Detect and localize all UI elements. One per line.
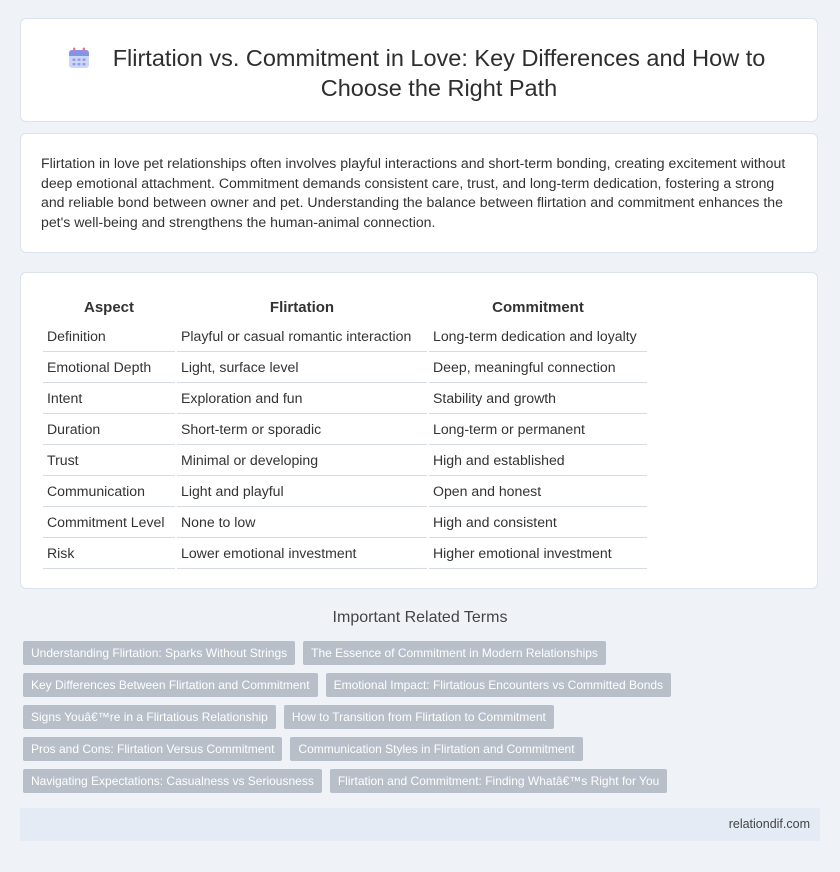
header-commitment: Commitment — [492, 299, 584, 316]
related-terms-row — [23, 769, 813, 793]
related-terms-list — [23, 641, 813, 801]
table-row — [43, 538, 647, 569]
aspect-cell: Risk — [43, 538, 175, 569]
aspect-cell: Intent — [43, 383, 175, 414]
commitment-cell: High and established — [429, 445, 647, 476]
page-title: Flirtation vs. Commitment in Love: Key Differences and How to Choose the Right Path — [112, 45, 766, 101]
table-row — [43, 321, 647, 352]
related-term-link[interactable]: The Essence of Commitment in Modern Relationships — [303, 641, 606, 665]
related-term-link[interactable]: Emotional Impact: Flirtatious Encounters vs Committed Bonds — [326, 673, 671, 697]
flirtation-cell: Light and playful — [177, 476, 427, 507]
table-row — [43, 414, 647, 445]
flirtation-cell: Minimal or developing — [177, 445, 427, 476]
related-term-link[interactable]: Signs Youâ€™re in a Flirtatious Relationship — [23, 705, 276, 729]
flirtation-cell: Short-term or sporadic — [177, 414, 427, 445]
table-row — [43, 445, 647, 476]
flirtation-cell: Playful or casual romantic interaction — [177, 321, 427, 352]
commitment-cell: Stability and growth — [429, 383, 647, 414]
related-terms-row — [23, 737, 813, 761]
related-terms-title: Important Related Terms — [332, 609, 508, 626]
flirtation-cell: Light, surface level — [177, 352, 427, 383]
table-header-row — [43, 295, 647, 321]
commitment-cell: High and consistent — [429, 507, 647, 538]
table-row — [43, 507, 647, 538]
related-terms-row — [23, 641, 813, 665]
comparison-table — [41, 295, 649, 569]
related-term-link[interactable]: Key Differences Between Flirtation and Commitment — [23, 673, 318, 697]
related-term-link[interactable]: Understanding Flirtation: Sparks Without Strings — [23, 641, 295, 665]
related-term-link[interactable]: Flirtation and Commitment: Finding Whatâ€™s Right for You — [330, 769, 667, 793]
aspect-cell: Communication — [43, 476, 175, 507]
flirtation-cell: Lower emotional investment — [177, 538, 427, 569]
related-term-link[interactable]: Navigating Expectations: Casualness vs Seriousness — [23, 769, 322, 793]
commitment-cell: Open and honest — [429, 476, 647, 507]
commitment-cell: Long-term dedication and loyalty — [429, 321, 647, 352]
footer-site[interactable]: relationdif.com — [728, 817, 810, 831]
related-term-link[interactable]: Communication Styles in Flirtation and Commitment — [290, 737, 582, 761]
commitment-cell: Long-term or permanent — [429, 414, 647, 445]
aspect-cell: Commitment Level — [43, 507, 175, 538]
commitment-cell: Deep, meaningful connection — [429, 352, 647, 383]
commitment-cell: Higher emotional investment — [429, 538, 647, 569]
header-flirtation: Flirtation — [269, 299, 335, 316]
related-term-link[interactable]: Pros and Cons: Flirtation Versus Commitment — [23, 737, 282, 761]
aspect-cell: Trust — [43, 445, 175, 476]
intro-text: Flirtation in love pet relationships often involves playful interactions and short-term bonding, creating excitement without deep emotional attachment. Commitment demands consistent care, trust, and long-term dedication, fostering a strong and reliable bond between owner and pet. Understanding the balance between flirtation and commitment enhances the pet's well-being and strengthens the human-animal connection. — [41, 155, 786, 230]
footer — [20, 808, 820, 841]
related-terms-row — [23, 673, 813, 697]
related-terms-row — [23, 705, 813, 729]
flirtation-cell: None to low — [177, 507, 427, 538]
aspect-cell: Duration — [43, 414, 175, 445]
related-term-link[interactable]: How to Transition from Flirtation to Commitment — [284, 705, 554, 729]
table-row — [43, 476, 647, 507]
intro-card — [20, 133, 818, 253]
header-aspect: Aspect — [83, 299, 135, 316]
table-row — [43, 383, 647, 414]
table-row — [43, 352, 647, 383]
aspect-cell: Emotional Depth — [43, 352, 175, 383]
header-card — [20, 18, 818, 122]
comparison-card — [20, 272, 818, 589]
aspect-cell: Definition — [43, 321, 175, 352]
flirtation-cell: Exploration and fun — [177, 383, 427, 414]
